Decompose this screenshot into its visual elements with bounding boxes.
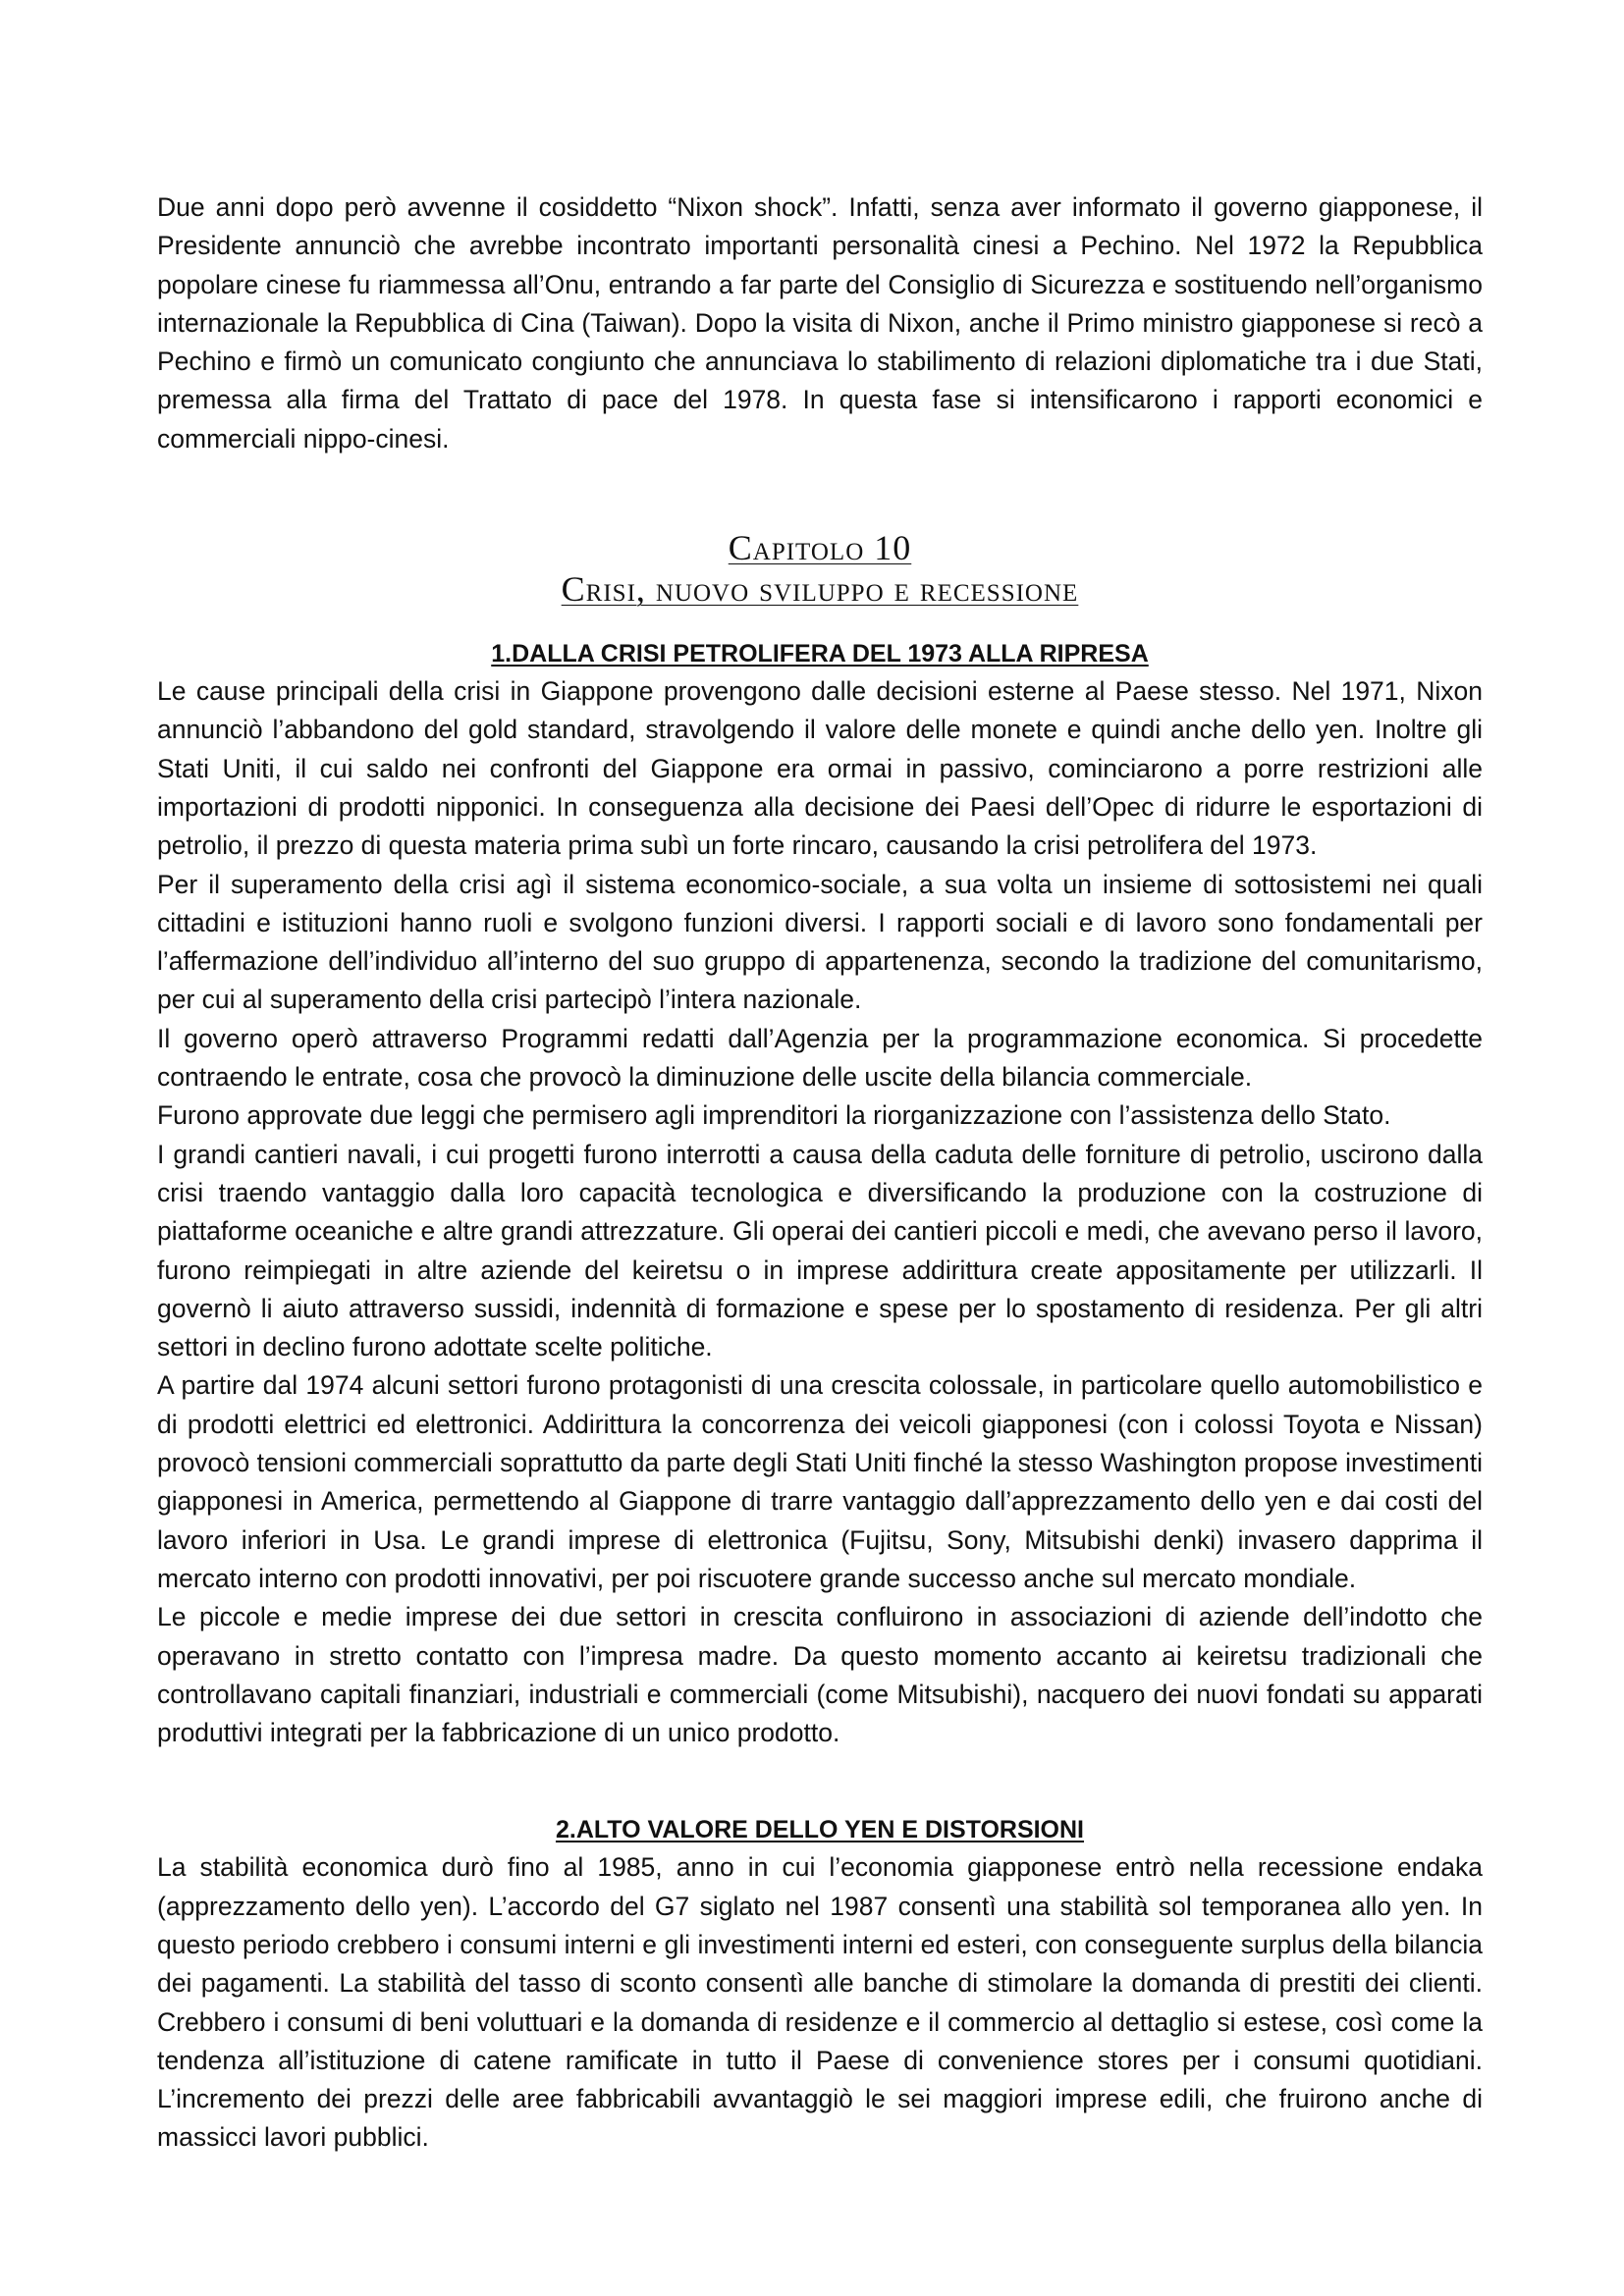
- chapter-title: Crisi, nuovo sviluppo e recessione: [561, 569, 1079, 610]
- section-2-paragraph: La stabilità economica durò fino al 1985, anno in cui l’economia giapponese entrò nella recessione endaka (apprezzamento dello yen). L’accordo del G7 siglato nel 1987 consentì una stabilità sol temporanea allo yen. In questo periodo crebbero i consumi interni e gli investimenti interni ed esteri, con conseguente surplus della bilancia dei pagamenti. La stabilità del tasso di sconto consentì alle banche di stimolare la domanda di prestiti dei clienti. Crebbero i consumi di beni voluttuari e la domanda di residenze e il commercio al dettaglio si estese, così come la tendenza all’istituzione di catene ramificate in tutto il Paese di convenience stores per i consumi quotidiani. L’incremento dei prezzi delle aree fabbricabili avvantaggiò le sei maggiori imprese edili, che fruirono anche di massicci lavori pubblici.: [157, 1852, 1483, 2153]
- section-1-paragraph: Le piccole e medie imprese dei due settori in crescita confluirono in associazioni di aziende dell’indotto che operavano in stretto contatto con l’impresa madre. Da questo momento accanto ai keiretsu tradizionali che controllavano capitali finanziari, industriali e commerciali (come Mitsubishi), nacquero dei nuovi fondati su apparati produttivi integrati per la fabbricazione di un unico prodotto.: [157, 1602, 1483, 1748]
- spacer: [157, 1752, 1483, 1811]
- section-1-paragraph: Le cause principali della crisi in Giappone provengono dalle decisioni esterne al Paese stesso. Nel 1971, Nixon annunciò l’abbandono del gold standard, stravolgendo il valore delle monete e quindi anche dello yen. Inoltre gli Stati Uniti, il cui saldo nei confronti del Giappone era ormai in passivo, cominciarono a porre restrizioni alle importazioni di prodotti nipponici. In conseguenza alla decisione dei Paesi dell’Opec di ridurre le esportazioni di petrolio, il prezzo di questa materia prima subì un forte rincaro, causando la crisi petrolifera del 1973.: [157, 676, 1483, 861]
- section-1-paragraph: A partire dal 1974 alcuni settori furono protagonisti di una crescita colossale, in particolare quello automobilistico e di prodotti elettrici ed elettronici. Addirittura la concorrenza dei veicoli giapponesi (con i colossi Toyota e Nissan) provocò tensioni commerciali soprattutto da parte degli Stati Uniti finché la stesso Washington propose investimenti giapponesi in America, permettendo al Giappone di trarre vantaggio dall’apprezzamento dello yen e dai costi del lavoro inferiori in Usa. Le grandi imprese di elettronica (Fujitsu, Sony, Mitsubishi denki) invasero dapprima il mercato interno con prodotti innovativi, per poi riscuotere grande successo anche sul mercato mondiale.: [157, 1370, 1483, 1593]
- intro-paragraph: Due anni dopo però avvenne il cosiddetto “Nixon shock”. Infatti, senza aver informato il governo giapponese, il Presidente annunciò che avrebbe incontrato importanti personalità cinesi a Pechino. Nel 1972 la Repubblica popolare cinese fu riammessa all’Onu, entrando a far parte del Consiglio di Sicurezza e sostituendo nell’organismo internazionale la Repubblica di Cina (Taiwan). Dopo la visita di Nixon, anche il Primo ministro giapponese si recò a Pechino e firmò un comunicato congiunto che annunciava lo stabilimento di relazioni diplomatiche tra i due Stati, premessa alla firma del Trattato di pace del 1978. In questa fase si intensificarono i rapporti economici e commerciali nippo-cinesi.: [157, 192, 1483, 454]
- section-1-paragraph: Il governo operò attraverso Programmi redatti dall’Agenzia per la programmazione economica. Si procedette contraendo le entrate, cosa che provocò la diminuzione delle uscite della bilancia commerciale.: [157, 1023, 1483, 1093]
- section-1-paragraph: I grandi cantieri navali, i cui progetti furono interrotti a causa della caduta delle forniture di petrolio, uscirono dalla crisi traendo vantaggio dalla loro capacità tecnologica e diversificando la produzione con la costruzione di piattaforme oceaniche e altre grandi attrezzature. Gli operai dei cantieri piccoli e medi, che avevano perso il lavoro, furono reimpiegati in altre aziende del keiretsu o in imprese addirittura create appositamente per utilizzarli. Il governò li aiuto attraverso sussidi, indennità di formazione e spese per lo spostamento di residenza. Per gli altri settori in declino furono adottate scelte politiche.: [157, 1139, 1483, 1362]
- section-1-paragraph: Per il superamento della crisi agì il sistema economico-sociale, a sua volta un insieme di sottosistemi nei quali cittadini e istituzioni hanno ruoli e svolgono funzioni diversi. I rapporti sociali e di lavoro sono fondamentali per l’affermazione dell’individuo all’interno del suo gruppo di appartenenza, secondo la tradizione del comunitarismo, per cui al superamento della crisi partecipò l’intera nazionale.: [157, 869, 1483, 1015]
- document-page: [157, 188, 1483, 2158]
- spacer: [157, 458, 1483, 527]
- chapter-label: Capitolo 10: [728, 528, 912, 568]
- section-1-heading: 1.DALLA CRISI PETROLIFERA DEL 1973 ALLA RIPRESA: [491, 640, 1149, 668]
- section-1-paragraph: Furono approvate due leggi che permisero agli imprenditori la riorganizzazione con l’assistenza dello Stato.: [157, 1100, 1391, 1131]
- section-2-heading: 2.ALTO VALORE DELLO YEN E DISTORSIONI: [555, 1816, 1085, 1844]
